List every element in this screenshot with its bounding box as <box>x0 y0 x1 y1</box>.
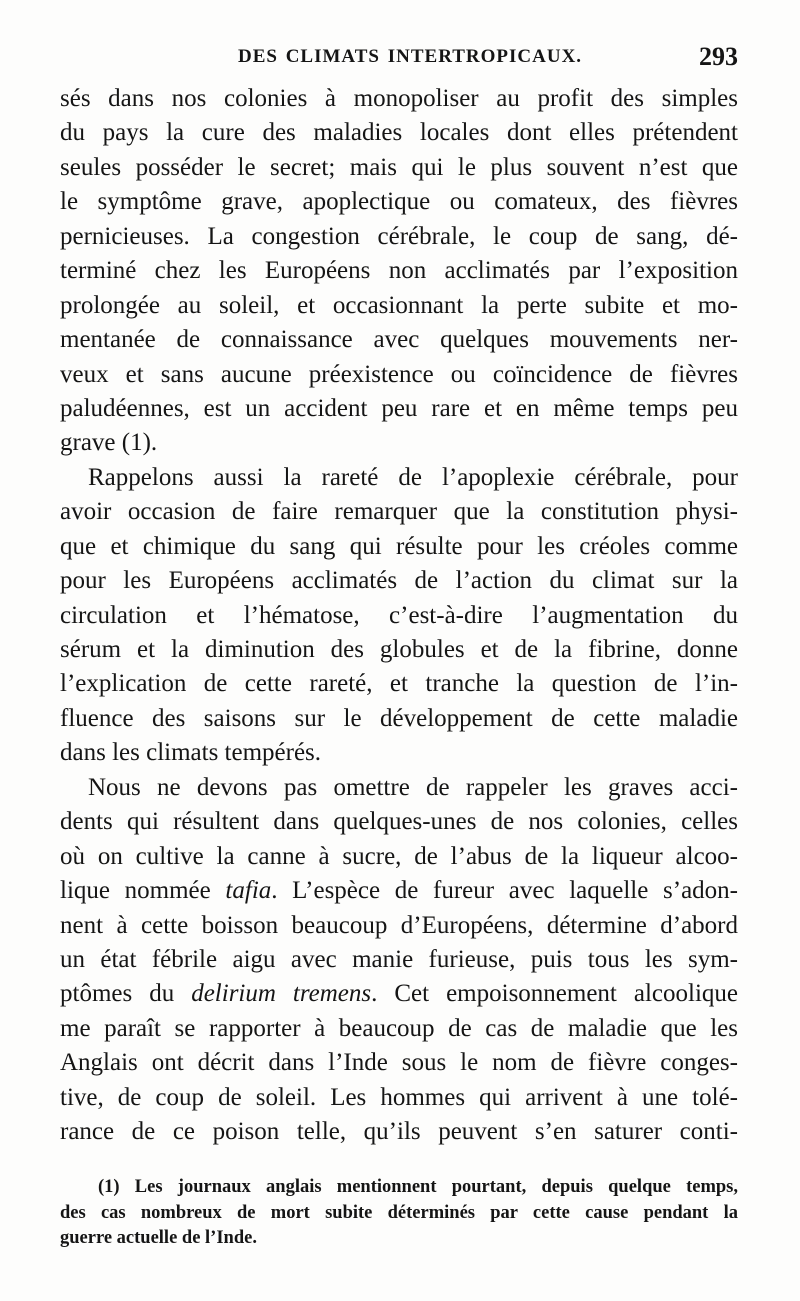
text-line: avoir occasion de faire remarquer que la constitution physi- <box>60 498 738 526</box>
text-line: circulation et l’hématose, c’est-à-dire l’augmentation du <box>60 601 738 629</box>
paragraph-start: Rappelons aussi la rareté de l’apoplexie cérébrale, pour <box>88 463 738 491</box>
text-line: nent à cette boisson beaucoup d’Européens, détermine d’abord <box>60 911 738 939</box>
text-line: fluence des saisons sur le développement de cette maladie <box>60 704 738 732</box>
text-line: du pays la cure des maladies locales dont elles prétendent <box>60 119 738 147</box>
text-line: veux et sans aucune préexistence ou coïncidence de fièvres <box>60 360 738 388</box>
text-line: pernicieuses. La congestion cérébrale, le coup de sang, dé- <box>60 222 738 250</box>
footnote-line: des cas nombreux de mort subite déterminés par cette cause pendant la <box>60 1202 738 1223</box>
footnote <box>60 1175 738 1252</box>
text-line: un état fébrile aigu avec manie furieuse, puis tous les sym- <box>60 945 738 973</box>
page-number: 293 <box>699 42 738 71</box>
text-line: grave (1). <box>60 429 158 457</box>
text-run: lique nommée <box>60 877 226 905</box>
text-line: sérum et la diminution des globules et de la fibrine, donne <box>60 636 738 663</box>
text-line: rance de ce poison telle, qu’ils peuvent s’en saturer conti- <box>60 1118 738 1146</box>
text-line: dans les climats tempérés. <box>60 739 322 767</box>
text-line: tive, de coup de soleil. Les hommes qui arrivent à une tolé- <box>60 1083 738 1111</box>
italic-term: tafia <box>225 877 272 905</box>
text-run: . L’espèce de fureur avec laquelle s’adon- <box>271 877 738 905</box>
text-line: que et chimique du sang qui résulte pour les créoles comme <box>60 532 738 560</box>
text-line: paludéennes, est un accident peu rare et en même temps peu <box>60 394 738 422</box>
italic-term: delirium tremens <box>191 980 372 1008</box>
text-line <box>60 874 738 908</box>
paragraph-start: Nous ne devons pas omettre de rappeler les graves acci- <box>88 773 738 801</box>
footnote-line: (1) Les journaux anglais mentionnent pourtant, depuis quelque temps, <box>98 1177 738 1197</box>
text-line: l’explication de cette rareté, et tranche la question de l’in- <box>60 670 738 698</box>
text-line: terminé chez les Européens non acclimatés par l’exposition <box>60 257 738 285</box>
text-line: où on cultive la canne à sucre, de l’abus de la liqueur alcoo- <box>60 842 738 870</box>
text-line: le symptôme grave, apoplectique ou comateux, des fièvres <box>60 188 738 216</box>
text-line <box>60 977 738 1011</box>
text-run: . Cet empoisonnement alcoolique <box>371 980 738 1008</box>
text-run: ptômes du <box>60 980 192 1008</box>
text-line: pour les Européens acclimatés de l’action du climat sur la <box>60 567 738 595</box>
text-line: sés dans nos colonies à monopoliser au profit des simples <box>60 85 738 112</box>
text-line: Anglais ont décrit dans l’Inde sous le nom de fièvre conges- <box>60 1049 738 1077</box>
text-line: seules posséder le secret; mais qui le plus souvent n’est que <box>60 153 738 181</box>
footnote-line: guerre actuelle de l’Inde. <box>60 1228 257 1248</box>
text-line: prolongée au soleil, et occasionnant la perte subite et mo- <box>60 291 738 319</box>
text-line: mentanée de connaissance avec quelques mouvements ner- <box>60 326 738 354</box>
text-line: me paraît se rapporter à beaucoup de cas de maladie que les <box>60 1014 738 1042</box>
running-head <box>60 40 738 80</box>
body-text <box>60 82 738 1150</box>
text-line: dents qui résultent dans quelques-unes de nos colonies, celles <box>60 808 738 836</box>
running-title: DES CLIMATS INTERTROPICAUX. <box>238 46 583 67</box>
